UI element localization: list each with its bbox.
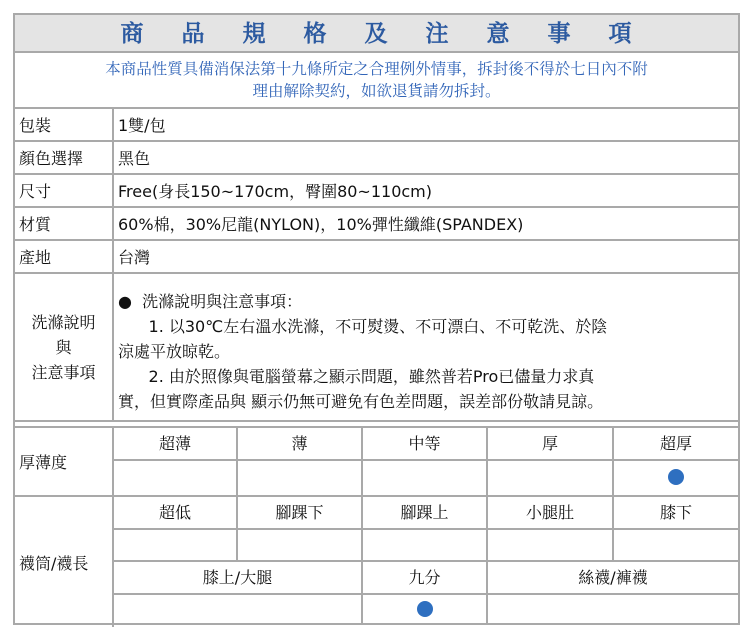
sock-length-row <box>15 497 738 627</box>
spec-row-color <box>15 142 738 175</box>
wash-heading: ● 洗滌說明與注意事項： <box>118 292 303 311</box>
thickness-option: 厚 <box>488 428 614 461</box>
sock-length-mark-cell <box>238 530 363 562</box>
bullet-icon: ● <box>118 292 132 311</box>
spec-label: 顏色選擇 <box>15 142 114 173</box>
page-title: 商 品 規 格 及 注 意 事 項 <box>15 15 738 53</box>
spec-label: 產地 <box>15 241 114 272</box>
sock-length-option: 絲襪/褲襪 <box>488 562 738 595</box>
wash-line-1: 1. 以30℃左右溫水洗滌，不可熨燙、不可漂白、不可乾洗、於陰 <box>148 317 608 336</box>
wash-label-line-3: 注意事項 <box>31 362 96 382</box>
spec-sheet <box>13 13 740 625</box>
sock-length-grid <box>114 497 738 627</box>
wash-line-3: 2. 由於照像與電腦螢幕之顯示問題，雖然普若Pro已儘量力求真 <box>148 367 595 386</box>
spec-row-material <box>15 208 738 241</box>
thickness-option: 超薄 <box>114 428 238 461</box>
selected-dot-icon <box>417 601 433 617</box>
notice-line-2: 理由解除契約，如欲退貨請勿拆封。 <box>252 82 501 100</box>
thickness-mark-cell <box>488 461 614 495</box>
wash-label-line-1: 洗滌說明 <box>31 312 96 332</box>
sock-length-label: 襪筒/襪長 <box>15 497 114 627</box>
sock-length-option: 膝上/大腿 <box>114 562 363 595</box>
sock-length-option: 超低 <box>114 497 238 530</box>
sock-length-mark-cell <box>488 530 614 562</box>
sock-length-option: 小腿肚 <box>488 497 614 530</box>
wash-care-text <box>114 274 738 420</box>
sock-length-mark-cell <box>363 595 488 625</box>
sock-length-option: 腳踝上 <box>363 497 488 530</box>
sock-length-mark-cell <box>114 530 238 562</box>
sock-length-mark-cell <box>363 530 488 562</box>
wash-label-line-2: 與 <box>55 337 72 357</box>
spec-row-package <box>15 109 738 142</box>
spec-value: Free(身長150~170cm，臀圍80~110cm) <box>118 182 432 201</box>
spec-value: 60%棉，30%尼龍(NYLON)，10%彈性纖維(SPANDEX) <box>118 215 524 234</box>
sock-length-mark-cell <box>114 595 363 625</box>
thickness-grid <box>114 428 738 495</box>
thickness-mark-cell <box>114 461 238 495</box>
selected-dot-icon <box>668 469 684 485</box>
sock-length-option: 腳踝下 <box>238 497 363 530</box>
spec-value: 台灣 <box>118 248 151 267</box>
spec-value: 1雙/包 <box>118 116 166 135</box>
sock-length-mark-cell <box>488 595 738 625</box>
spec-value: 黑色 <box>118 149 151 168</box>
wash-line-2: 涼處平放晾乾。 <box>118 342 231 361</box>
sock-length-mark-cell <box>614 530 738 562</box>
thickness-mark-cell <box>238 461 363 495</box>
wash-care-label <box>15 274 114 420</box>
thickness-mark-cell <box>363 461 488 495</box>
wash-care-row <box>15 274 738 422</box>
sock-length-option: 九分 <box>363 562 488 595</box>
spec-row-origin <box>15 241 738 274</box>
spec-label: 材質 <box>15 208 114 239</box>
thickness-option: 超厚 <box>614 428 738 461</box>
thickness-mark-cell <box>614 461 738 495</box>
spec-label: 包裝 <box>15 109 114 140</box>
thickness-label: 厚薄度 <box>15 428 114 495</box>
notice-line-1: 本商品性質具備消保法第十九條所定之合理例外情事，拆封後不得於七日內不附 <box>105 60 648 78</box>
spec-label: 尺寸 <box>15 175 114 206</box>
return-notice <box>15 53 738 109</box>
thickness-row <box>15 428 738 497</box>
thickness-option: 薄 <box>238 428 363 461</box>
spec-row-size <box>15 175 738 208</box>
wash-line-4: 實，但實際產品與 顯示仍無可避免有色差問題，誤差部份敬請見諒。 <box>118 392 604 411</box>
sock-length-option: 膝下 <box>614 497 738 530</box>
thickness-option: 中等 <box>363 428 488 461</box>
